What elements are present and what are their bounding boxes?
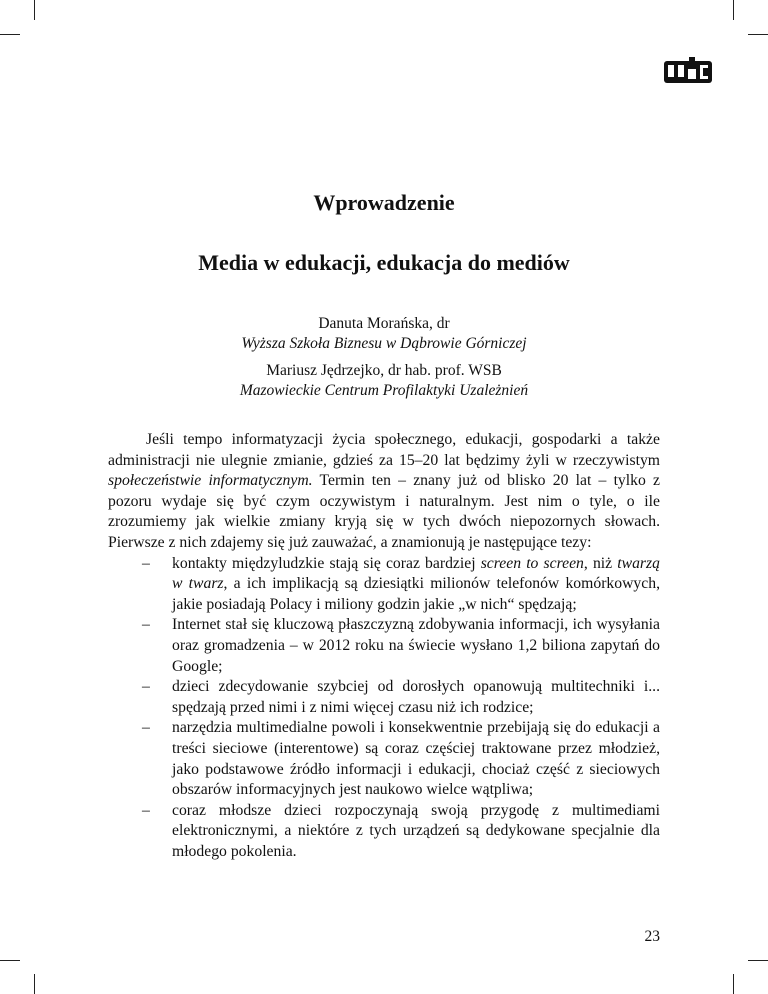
author-name: Danuta Morańska, dr: [318, 315, 450, 332]
crop-mark-top-left-horizontal: [0, 34, 20, 35]
crop-mark-bottom-left-vertical: [34, 974, 35, 994]
list-item: – coraz młodsze dzieci rozpoczynają swoją przygodę z multimediami elektronicznymi, a niektóre z tych urządzeń są dedykowane specjalnie dla młodego pokolenia.: [142, 801, 660, 860]
dash-marker: –: [142, 678, 150, 696]
crop-mark-bottom-left-horizontal: [0, 960, 20, 961]
author-affiliation: Wyższa Szkoła Biznesu w Dąbrowie Górniczej: [241, 335, 527, 352]
emphasis: screen to screen: [480, 554, 584, 572]
dash-marker: –: [142, 554, 150, 572]
list-item: – kontakty międzyludzkie stają się coraz bardziej screen to screen, niż twarzą w twarz, a ich implikacją są dziesiątki milionów telefonów komórkowych, jakie posiadają Polacy i miliony godzin jakie „w nich“ spędzają;: [142, 554, 661, 613]
crop-mark-top-right-vertical: [733, 0, 734, 20]
publisher-logo: [662, 55, 714, 85]
crop-mark-top-left-vertical: [34, 0, 35, 20]
dash-marker: –: [142, 719, 150, 737]
body-text: [108, 430, 660, 862]
crop-mark-bottom-right-horizontal: [748, 960, 768, 961]
dash-marker: –: [142, 801, 150, 819]
list-item: – narzędzia multimedialne powoli i konsekwentnie przebijają się do edukacji a treści sieciowe (interentowe) są coraz częściej traktowane przez młodzież, jako podstawowe źródło informacji i edukacji, chociaż część z sieciowych obszarów informacyjnych jest naukowo wielce wątpliwa;: [142, 719, 660, 799]
intro-paragraph: Jeśli tempo informatyzacji życia społecznego, edukacji, gospodarki a także administracji nie ulegnie zmianie, gdzieś za 15–20 lat będzimy żyli w rzeczywistym społeczeństwie informatycznym. Termin ten – znany już od blisko 20 lat – tylko z pozoru wydaje się być czym oczywistym i naturalnym. Jest nim o tyle, o ile zrozumiemy jak wielkie zmiany kryją się w tych dwóch niepozornych słowach. Pierwsze z nich zdajemy się już zauważać, a znamionują je następujące tezy:: [108, 431, 660, 551]
page-number: 23: [644, 928, 660, 945]
author-block-1: [0, 314, 768, 354]
author-name: Mariusz Jędrzejko, dr hab. prof. WSB: [266, 362, 502, 379]
author-affiliation: Mazowieckie Centrum Profilaktyki Uzależnień: [239, 382, 529, 399]
list-item: – dzieci zdecydowanie szybciej od dorosłych opanowują multitechniki i... spędzają przed nimi i z nimi więcej czasu niż ich rodzice;: [142, 678, 660, 716]
emphasis: społeczeństwie informatycznym.: [108, 472, 313, 490]
logo-icon: [662, 55, 714, 85]
author-block-2: [0, 361, 768, 401]
crop-mark-top-right-horizontal: [748, 34, 768, 35]
thesis-list: [108, 554, 660, 863]
page-subtitle: Media w edukacji, edukacja do mediów: [198, 250, 570, 275]
emphasis: twarzą w twarz: [172, 554, 660, 593]
list-item: – Internet stał się kluczową płaszczyzną zdobywania informacji, ich wysyłania oraz gromadzenia – w 2012 roku na świecie wysłano 1,2 biliona zapytań do Google;: [142, 616, 660, 675]
page-title: Wprowadzenie: [313, 190, 455, 215]
crop-mark-bottom-right-vertical: [733, 974, 734, 994]
dash-marker: –: [142, 616, 150, 634]
